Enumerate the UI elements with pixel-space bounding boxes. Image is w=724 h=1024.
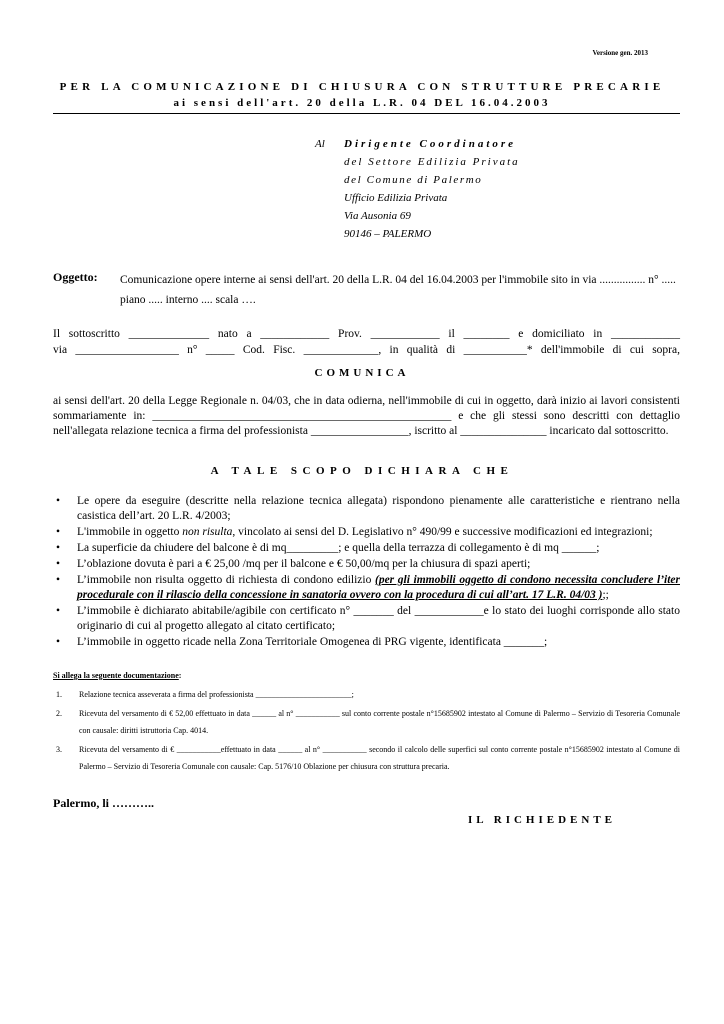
- declaration-text: L’immobile non risulta oggetto di richiesta di condono edilizio: [77, 574, 375, 586]
- allegati-text: Ricevuta del versamento di € 52,00 effettuato in data ______ al n° ___________ sul conto corrente postale n°15685902 intestato al Comune di Palermo – Servizio di Tesoreria Comunale con causale: diritti istruttoria Cap. 4014.: [79, 709, 680, 735]
- declaration-condono-note: (per gli immobili oggetto di condono necessita concludere l’iter procedurale con il rilascio della concessione in sanatoria ovvero con la procedura di cui all’art. 17 L.R. 04/03 ): [77, 574, 680, 601]
- declaration-item: [53, 557, 680, 572]
- sottoscritto-block: [53, 326, 680, 358]
- allegati-item: [53, 705, 680, 739]
- declaration-text: , vincolato ai sensi del D. Legislativo n° 490/99 e successive modificazioni ed integrazioni;: [232, 526, 653, 538]
- allegati-item: [53, 686, 680, 703]
- allegati-list: [53, 686, 680, 777]
- bullet-icon: •: [56, 526, 61, 538]
- declarations-list: [53, 494, 680, 651]
- declaration-emphasis: non risulta: [182, 526, 233, 538]
- bullet-icon: •: [56, 605, 61, 617]
- recipient-line-6: 90146 – PALERMO: [344, 228, 432, 240]
- declaration-text: L’immobile in oggetto ricade nella Zona Territoriale Omogenea di PRG vigente, identificata _______;: [77, 636, 548, 648]
- allegati-text: Relazione tecnica asseverata a firma del professionista ________________________;: [79, 690, 354, 699]
- dichiara-heading: A TALE SCOPO DICHIARA CHE: [210, 465, 514, 477]
- title-underline: [53, 113, 680, 114]
- allegati-number: 3.: [56, 745, 62, 754]
- declaration-text: La superficie da chiudere del balcone è di mq_________; e quella della terrazza di collegamento è di mq ______;: [77, 542, 600, 554]
- comunica-heading: COMUNICA: [314, 367, 410, 379]
- allegati-colon: :: [178, 671, 182, 680]
- bullet-icon: •: [56, 574, 61, 586]
- bullet-icon: •: [56, 636, 61, 648]
- document-subtitle: ai sensi dell'art. 20 della L.R. 04 DEL 16.04.2003: [173, 97, 551, 109]
- comunica-paragraph: ai sensi dell'art. 20 della Legge Regionale n. 04/03, che in data odierna, nell'immobile di cui in oggetto, darà inizio ai lavori consistenti sommariamente in: ____________________________________________________ e che gli stessi sono descritti con dettaglio nell'allegata relazione tecnica a firma del professionista _________________, iscritto al _______________ incaricato dal sottoscritto.: [53, 395, 680, 437]
- recipient-prefix: Al: [315, 138, 325, 150]
- declaration-text: Le opere da eseguire (descritte nella relazione tecnica allegata) rispondono pienamente alle caratteristiche e rientrano nella casistica dell’art. 20 L.R. 4/2003;: [77, 495, 680, 522]
- declaration-text: ;;: [602, 589, 609, 601]
- allegati-number: 1.: [56, 690, 62, 699]
- declaration-item: [53, 635, 680, 650]
- version-label: Versione gen. 2013: [592, 49, 648, 57]
- declaration-text: L’oblazione dovuta è pari a € 25,00 /mq per il balcone e € 50,00/mq per la chiusura di spazi aperti;: [77, 558, 531, 570]
- allegati-heading: [53, 671, 181, 680]
- recipient-line-1: Dirigente Coordinatore: [344, 138, 517, 150]
- bullet-icon: •: [56, 495, 61, 507]
- document-title: PER LA COMUNICAZIONE DI CHIUSURA CON STRUTTURE PRECARIE: [59, 81, 665, 93]
- declaration-item: [53, 604, 680, 634]
- oggetto-text: Comunicazione opere interne ai sensi dell'art. 20 della L.R. 04 del 16.04.2003 per l'immobile sito in via ................ n° ..... piano ..... interno .... scala ….: [120, 274, 676, 306]
- allegati-number: 2.: [56, 709, 62, 718]
- declaration-text: L'immobile in oggetto: [77, 526, 183, 538]
- sottoscritto-line-2: via __________________ n° _____ Cod. Fisc. _____________, in qualità di ___________* dell'immobile di cui sopra,: [53, 344, 680, 356]
- allegati-title: Si allega la seguente documentazione: [53, 671, 179, 680]
- allegati-text: Ricevuta del versamento di € ___________effettuato in data ______ al n° ___________ secondo il calcolo delle superfici sul conto corrente postale n°15685902 intestato al Comune di Palermo – Servizio di Tesoreria Comunale con causale: Cap. 5176/10 Oblazione per chiusura con struttura precaria.: [79, 745, 680, 771]
- recipient-line-2: del Settore Edilizia Privata: [344, 156, 520, 168]
- declaration-item: [53, 525, 680, 540]
- bullet-icon: •: [56, 542, 61, 554]
- declaration-item: [53, 541, 680, 556]
- declaration-text: L’immobile è dichiarato abitabile/agibile con certificato n° _______ del ____________e lo stato dei luoghi corrisponde allo stato originario di cui al progetto allegato al citato certificato;: [77, 605, 680, 632]
- recipient-line-4: Ufficio Edilizia Privata: [344, 192, 448, 204]
- recipient-line-3: del Comune di Palermo: [344, 174, 483, 186]
- oggetto-label: Oggetto:: [53, 270, 98, 284]
- recipient-line-5: Via Ausonia 69: [344, 210, 411, 222]
- sottoscritto-line-1: Il sottoscritto ______________ nato a ____________ Prov. ____________ il ________ e domiciliato in ____________: [53, 328, 680, 340]
- place-date: Palermo, li ………..: [53, 796, 154, 810]
- declaration-item: [53, 494, 680, 524]
- allegati-item: [53, 741, 680, 775]
- declaration-item: [53, 573, 680, 603]
- signature-label: IL RICHIEDENTE: [468, 814, 617, 826]
- bullet-icon: •: [56, 558, 61, 570]
